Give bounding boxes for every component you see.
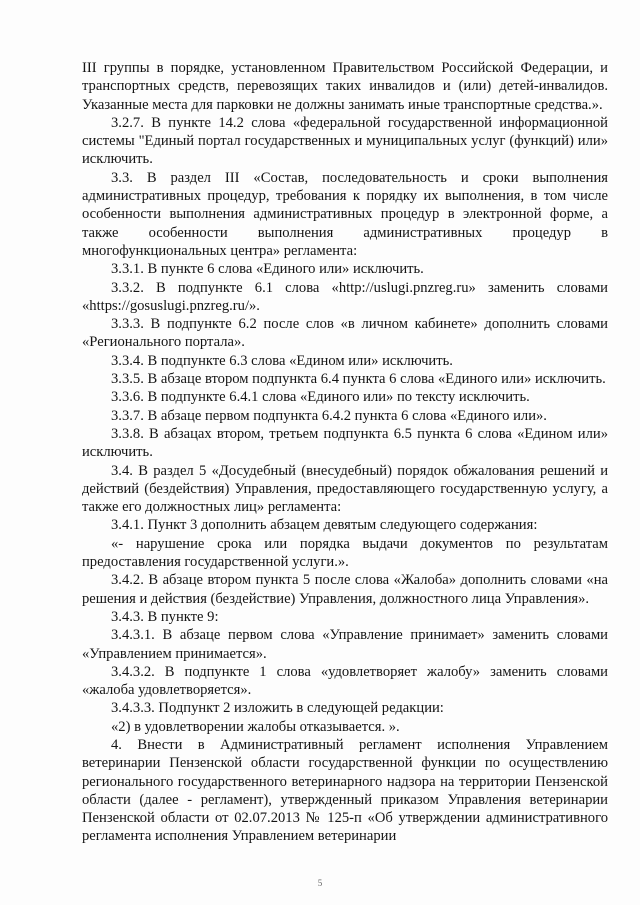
paragraph: 4. Внести в Административный регламент исполнения Управлением ветеринарии Пензенской области государственной функции по осуществлению регионального государственного ветеринарного надзора на территории Пензенской области (далее - регламент), утвержденный приказом Управления ветеринарии Пензенской области от 02.07.2013 № 125-п «Об утверждении административного регламента исполнения Управлением ветеринарии [82,736,608,845]
paragraph: 3.3.1. В пункте 6 слова «Единого или» исключить. [111,261,424,278]
paragraph: 3.3.8. В абзацах втором, третьем подпункта 6.5 пункта 6 слова «Едином или» исключить. [82,425,608,461]
paragraph: 3.4.3.1. В абзаце первом слова «Управление принимает» заменить словами «Управлением принимается». [82,627,608,662]
paragraph: 3.4.3. В пункте 9: [111,608,219,625]
paragraph: 3.4.2. В абзаце втором пункта 5 после слова «Жалоба» дополнить словами «на решения и действия (бездействие) Управления, должностного лица Управления». [82,572,608,607]
paragraph: «- нарушение срока или порядка выдачи документов по результатам предоставления государственной услуги.». [82,535,608,571]
paragraph: III группы в порядке, установленном Правительством Российской Федерации, и транспортных средств, перевозящих таких инвалидов и (или) детей-инвалидов. Указанные места для парковки не должны занимать иные транспортные средства.». [82,60,608,113]
paragraph: «2) в удовлетворении жалобы отказывается. ». [111,718,400,735]
document-body [82,59,608,846]
paragraph: 3.3.6. В подпункте 6.4.1 слова «Единого или» по тексту исключить. [111,389,530,406]
paragraph: 3.3.7. В абзаце первом подпункта 6.4.2 пункта 6 слова «Единого или». [111,407,547,424]
paragraph: 3.4.3.3. Подпункт 2 изложить в следующей редакции: [111,700,444,717]
paragraph: 3.3.5. В абзаце втором подпункта 6.4 пункта 6 слова «Единого или» исключить. [111,371,606,388]
paragraph: 3.4.3.2. В подпункте 1 слова «удовлетворяет жалобу» заменить словами «жалоба удовлетворяется». [82,663,608,699]
paragraph: 3.3.3. В подпункте 6.2 после слов «в личном кабинете» дополнить словами «Регионального портала». [82,316,608,351]
page-number: 5 [317,878,323,888]
paragraph: 3.3. В раздел III «Состав, последовательность и сроки выполнения административных процедур, требования к порядку их выполнения, в том числе особенности выполнения административных процедур в электронной форме, а также особенности выполнения административных процедур в многофункциональных центра» регламента: [82,169,608,259]
paragraph: 3.2.7. В пункте 14.2 слова «федеральной государственной информационной системы "Единый портал государственных и муниципальных услуг (функций) или» исключить. [82,114,608,168]
paragraph: 3.4. В раздел 5 «Досудебный (внесудебный) порядок обжалования решений и действий (бездействия) Управления, предоставляющего государственную услугу, а также его должностных лиц» регламента: [82,462,608,516]
paragraph: 3.3.4. В подпункте 6.3 слова «Едином или» исключить. [111,352,453,369]
paragraph: 3.3.2. В подпункте 6.1 слова «http://uslugi.pnzreg.ru» заменить словами «https://gosuslugi.pnzreg.ru/». [82,279,608,314]
paragraph: 3.4.1. Пункт 3 дополнить абзацем девятым следующего содержания: [111,517,538,534]
